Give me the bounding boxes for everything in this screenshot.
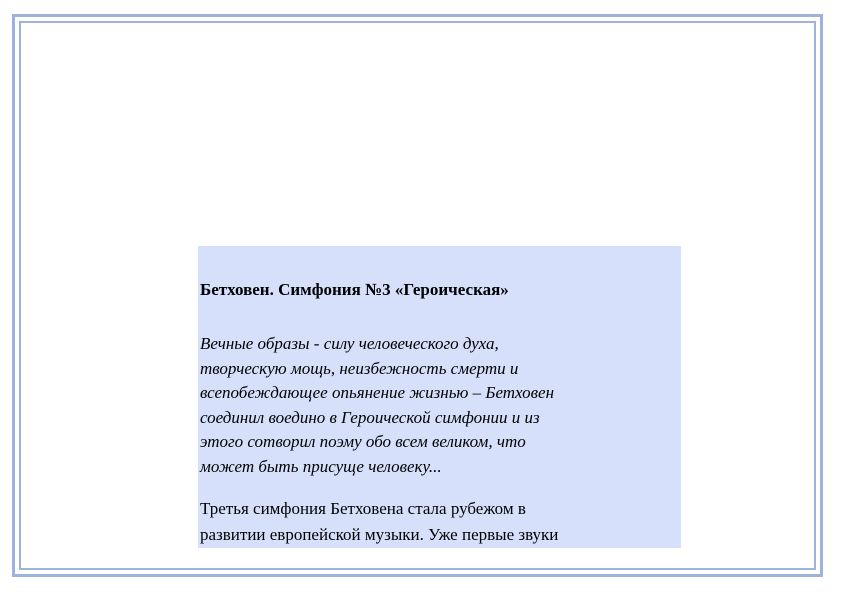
- quote-line: творческую мощь, неизбежность смерти и: [200, 358, 519, 378]
- epigraph-quote: [200, 332, 678, 479]
- quote-line: всепобеждающее опьянение жизнью – Бетховен: [200, 383, 555, 402]
- body-line: Третья симфония Бетховена стала рубежом в: [200, 499, 526, 518]
- body-line: развитии европейской музыки. Уже первые звуки: [200, 525, 559, 544]
- body-paragraph: [200, 496, 678, 548]
- quote-line: соединил воедино в Героической симфонии и из: [200, 407, 540, 427]
- quote-line: этого сотворил поэму обо всем великом, что: [200, 432, 526, 451]
- quote-line: Вечные образы - силу человеческого духа,: [200, 334, 499, 353]
- text-block: [198, 246, 681, 548]
- quote-line: может быть присуще человеку...: [200, 456, 442, 476]
- document-title: Бетховен. Симфония №3 «Героическая»: [200, 280, 509, 299]
